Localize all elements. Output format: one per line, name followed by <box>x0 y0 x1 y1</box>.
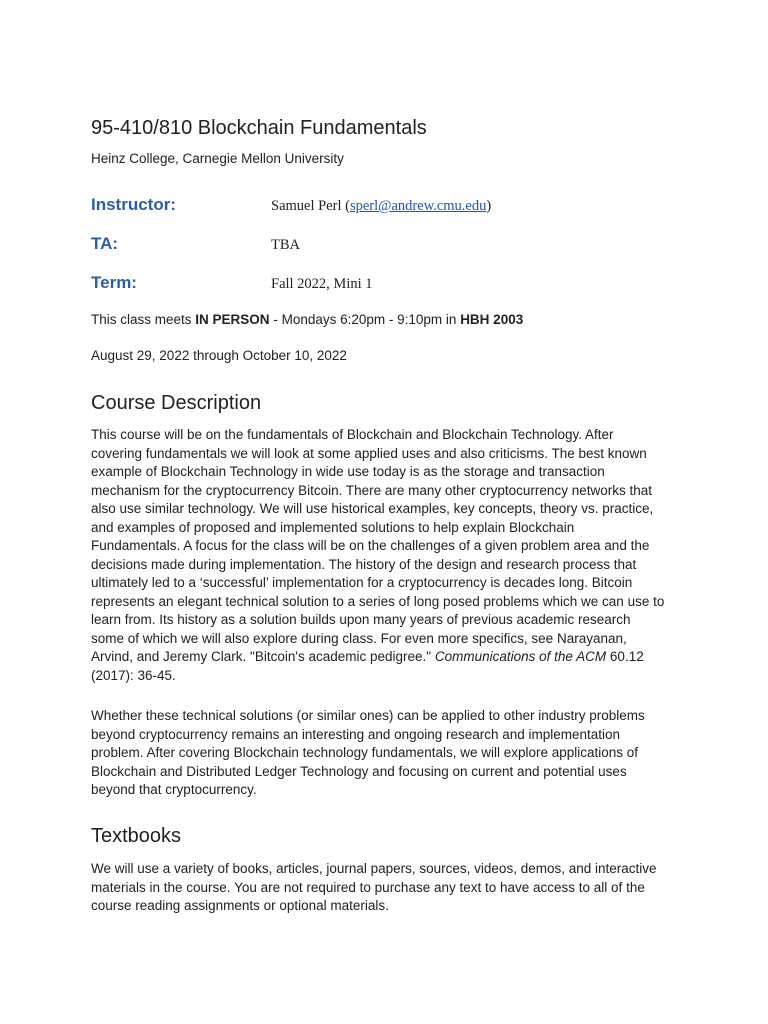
course-description-paragraph-2 <box>91 707 691 800</box>
instructor-value <box>271 198 491 215</box>
text-line: materials in the course. You are not required to purchase any text to have access to all of the <box>91 879 645 895</box>
text-line: beyond cryptocurrency remains an interesting and ongoing research and implementation <box>91 726 621 742</box>
text-line: also use similar technology. We will use historical examples, key concepts, theory vs. practice, <box>91 501 654 516</box>
instructor-email-link[interactable]: sperl@andrew.cmu.edu <box>349 198 487 214</box>
text-line: ultimately led to a ‘successful’ implementation for a cryptocurrency is decades long. Bitcoin <box>91 575 633 590</box>
text-line: We will use a variety of books, articles, journal papers, sources, videos, demos, and interactive <box>91 861 657 876</box>
term-value: Fall 2022, Mini 1 <box>271 276 373 292</box>
meeting-prefix: This class meets <box>91 312 192 327</box>
open-paren: ( <box>345 198 350 214</box>
text-line: Fundamentals. A focus for the class will be on the challenges of a given problem area and the <box>91 538 650 553</box>
text-line: problem. After covering Blockchain technology fundamentals, we will explore applications of <box>91 745 639 760</box>
ta-row <box>91 234 691 258</box>
text-line-citation <box>91 648 691 667</box>
meeting-mode: IN PERSON <box>195 312 270 327</box>
course-dates: August 29, 2022 through October 10, 2022 <box>91 348 347 363</box>
textbooks-paragraph <box>91 860 691 916</box>
text-line: decisions made during implementation. The history of the design and research process that <box>91 556 637 572</box>
meeting-info <box>91 312 523 327</box>
journal-volume: 60.12 <box>609 649 644 664</box>
page-title: 95-410/810 Blockchain Fundamentals <box>91 117 427 139</box>
close-paren: ) <box>486 198 492 214</box>
text-line: This course will be on the fundamentals of Blockchain and Blockchain Technology. After <box>91 427 614 442</box>
course-description-paragraph-1 <box>91 426 691 685</box>
term-label: Term: <box>91 273 137 292</box>
text-line: course reading assignments or optional materials. <box>91 898 389 913</box>
text-line: beyond that cryptocurrency. <box>91 782 257 797</box>
text-line: learn from. Its history as a solution builds upon many years of previous academic research <box>91 612 631 627</box>
textbooks-heading: Textbooks <box>91 825 182 847</box>
citation-text: Arvind, and Jeremy Clark. "Bitcoin's academic pedigree." <box>91 649 432 664</box>
text-line: represents an elegant technical solution to a series of long posed problems which we can use to <box>91 593 665 609</box>
text-line: Blockchain and Distributed Ledger Technology and focusing on current and potential uses <box>91 763 627 779</box>
meeting-room: HBH 2003 <box>460 312 524 327</box>
instructor-label: Instructor: <box>91 195 176 214</box>
text-line: covering fundamentals we will look at some applied uses and also criticisms. The best known <box>91 445 647 461</box>
text-line: example of Blockchain Technology in wide use today is as the storage and transaction <box>91 464 605 479</box>
text-line: and examples of proposed and implemented solutions to help explain Blockchain <box>91 519 575 535</box>
text-line: (2017): 36-45. <box>91 667 176 683</box>
term-row <box>91 273 691 297</box>
text-line: Whether these technical solutions (or similar ones) can be applied to other industry problems <box>91 708 645 723</box>
page-subtitle: Heinz College, Carnegie Mellon University <box>91 151 344 166</box>
ta-value: TBA <box>271 237 300 253</box>
instructor-name: Samuel Perl <box>271 198 342 214</box>
text-line: mechanism for the cryptocurrency Bitcoin. There are many other cryptocurrency networks that <box>91 482 652 498</box>
text-line: some of which we will also explore during class. For even more specifics, see Narayanan, <box>91 630 627 646</box>
instructor-row <box>91 195 691 219</box>
journal-name: Communications of the ACM <box>434 649 607 664</box>
meeting-time: - Mondays 6:20pm - 9:10pm in <box>273 312 457 327</box>
course-description-heading: Course Description <box>91 392 262 414</box>
ta-label: TA: <box>91 234 119 253</box>
